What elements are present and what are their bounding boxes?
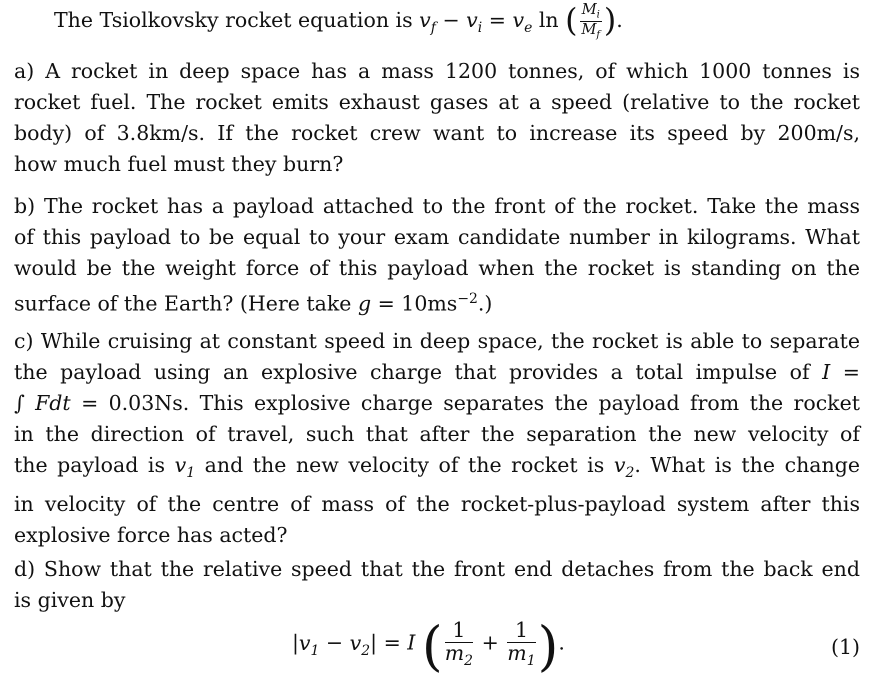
part-c-line: ∫ Fdt = 0.03Ns. This explosive charge separates the payload from the rocket	[14, 391, 860, 415]
part-c-line: the payload using an explosive charge that provides a total impulse of I =	[14, 360, 860, 384]
part-b-line: of this payload to be equal to your exam candidate number in kilograms. What	[14, 225, 860, 249]
part-c-line: explosive force has acted?	[14, 522, 288, 547]
ln-operator: ln	[538, 8, 559, 33]
vf-symbol: $v_f$	[419, 8, 436, 36]
equals-sign: =	[488, 8, 506, 33]
fraction-one-over-m2: $\frac{1}{m_2}$	[444, 618, 474, 669]
equation-number: (1)	[830, 635, 860, 659]
left-paren: (	[565, 2, 578, 39]
ve-symbol: $v_e$	[512, 8, 533, 36]
part-c-question	[14, 326, 860, 551]
right-paren: )	[603, 2, 617, 39]
part-a-line: a) A rocket in deep space has a mass 1200 tonnes, of which 1000 tonnes is	[14, 59, 860, 83]
part-c-line: in velocity of the centre of mass of the rocket-plus-payload system after this	[14, 491, 860, 516]
equation-body: $|v_1 - v_2| = I$ ( $\frac{1}{m_2}$ + $\frac{1}{m_1}$ ).	[292, 615, 565, 678]
part-c-line: in the direction of travel, such that after the separation the new velocity of	[14, 422, 860, 446]
part-a-line: how much fuel must they burn?	[14, 152, 344, 176]
part-a-line: rocket fuel. The rocket emits exhaust gases at a speed (relative to the rocket	[14, 90, 860, 114]
rocket-equation-intro	[54, 2, 874, 44]
part-b-line: surface of the Earth? (Here take $g = 10ms^{-2}$.)	[14, 291, 493, 316]
part-b-line: b) The rocket has a payload attached to the front of the rocket. Take the mass	[14, 194, 860, 218]
part-b-line: would be the weight force of this payload when the rocket is standing on the	[14, 256, 860, 280]
part-a-line: body) of 3.8km/s. If the rocket crew want to increase its speed by 200m/s,	[14, 121, 860, 145]
intro-text: The Tsiolkovsky rocket equation is	[54, 8, 413, 33]
part-c-line: the payload is $v_1$ and the new velocity of the rocket is $v_2$. What is the change	[14, 453, 860, 481]
relative-speed-equation	[0, 612, 892, 682]
vi-symbol: $v_i$	[466, 8, 483, 36]
part-a-question	[14, 56, 860, 180]
part-d-question	[14, 554, 860, 616]
fraction-one-over-m1: $\frac{1}{m_1}$	[507, 618, 536, 669]
part-d-line: is given by	[14, 588, 126, 612]
mass-ratio-fraction: $\frac{M_i}{M_f}$	[581, 1, 601, 41]
part-d-line: d) Show that the relative speed that the front end detaches from the back end	[14, 557, 860, 581]
minus-sign: −	[442, 8, 460, 33]
part-b-question	[14, 191, 860, 320]
period: .	[616, 8, 623, 33]
part-c-line: c) While cruising at constant speed in deep space, the rocket is able to separate	[14, 329, 860, 353]
